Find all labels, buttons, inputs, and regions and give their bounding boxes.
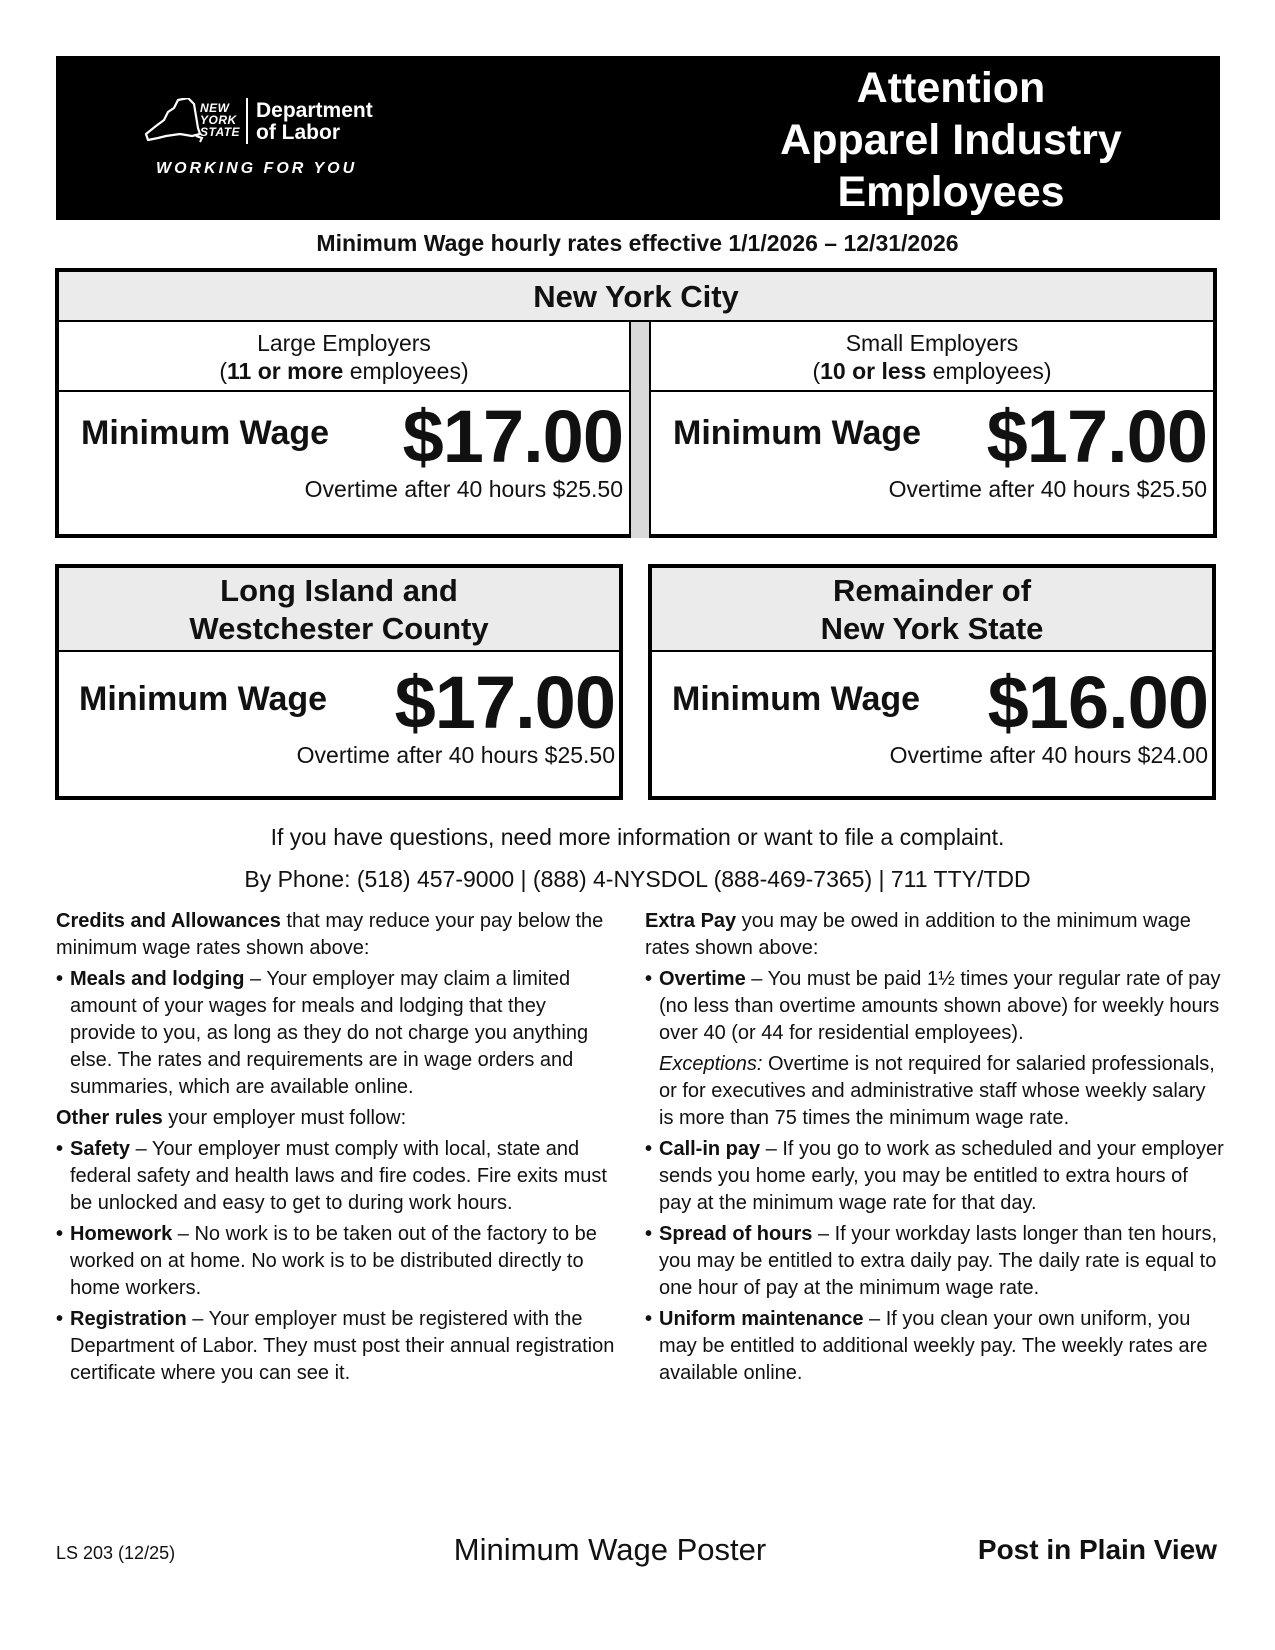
footer-title: Minimum Wage Poster bbox=[453, 1532, 767, 1567]
header-banner bbox=[56, 56, 1220, 220]
region-heading: Remainder of New York State bbox=[652, 568, 1212, 652]
list-item: • Overtime – You must be paid 1½ times your regular rate of pay (no less than overtime amounts shown above) for weekly hours over 40 (or 44 for residential employees). bbox=[645, 966, 1225, 1047]
overtime-exceptions: Exceptions: Overtime is not required for salaried professionals, or for executives and administrative staff whose weekly salary is more than 75 times the minimum wage rate. bbox=[659, 1053, 1215, 1129]
credits-heading: Credits and Allowances that may reduce your pay below the minimum wage rates shown above: bbox=[56, 910, 604, 959]
wage-row bbox=[651, 392, 1213, 478]
wage-row bbox=[59, 658, 619, 744]
wage-amount: $16.00 bbox=[987, 661, 1208, 744]
contact-question: If you have questions, need more information or want to file a complaint. bbox=[270, 824, 1005, 850]
logo-tagline: WORKING FOR YOU bbox=[156, 160, 358, 177]
post-instruction: Post in Plain View bbox=[977, 1534, 1217, 1565]
left-info-column bbox=[56, 908, 616, 1391]
list-item: • Homework – No work is to be taken out of the factory to be worked on at home. No work is to be distributed directly to home workers. bbox=[56, 1221, 616, 1302]
wage-row bbox=[652, 658, 1212, 744]
other-rules-list bbox=[56, 1136, 616, 1387]
wage-amount: $17.00 bbox=[986, 395, 1207, 478]
overtime-rate: Overtime after 40 hours $25.50 bbox=[888, 476, 1207, 502]
list-item: • Registration – Your employer must be registered with the Department of Labor. They must post their annual registration certificate where you can see it. bbox=[56, 1306, 616, 1387]
nyc-wage-box bbox=[55, 268, 1217, 538]
list-item: • Spread of hours – If your workday lasts longer than ten hours, you may be entitled to extra daily pay. The daily rate is equal to one hour of pay at the minimum wage rate. bbox=[645, 1221, 1225, 1302]
wage-label: Minimum Wage bbox=[672, 680, 921, 718]
nys-state-outline-icon bbox=[144, 98, 204, 144]
long-island-wage-box bbox=[55, 564, 623, 800]
list-item: • Meals and lodging – Your employer may claim a limited amount of your wages for meals and lodging that they provide to you, as long as they do not charge you anything else. The rates and requirements are in wage orders and summaries, which are available online. bbox=[56, 966, 616, 1101]
column-divider bbox=[629, 322, 651, 538]
wage-row bbox=[59, 392, 629, 478]
wage-label: Minimum Wage bbox=[673, 414, 922, 452]
nys-dol-logo bbox=[144, 98, 394, 188]
employer-type: Small Employers (10 or less employees) bbox=[651, 322, 1213, 392]
poster-title: Attention Apparel Industry Employees bbox=[780, 64, 1122, 216]
other-rules-heading: Other rules your employer must follow: bbox=[56, 1107, 407, 1129]
effective-dates: Minimum Wage hourly rates effective 1/1/2026 – 12/31/2026 bbox=[316, 230, 959, 256]
logo-divider bbox=[246, 98, 248, 144]
remainder-nys-wage-box bbox=[648, 564, 1216, 800]
nyc-small-employers bbox=[651, 322, 1213, 538]
extra-pay-heading: Extra Pay you may be owed in addition to the minimum wage rates shown above: bbox=[645, 910, 1191, 959]
extra-pay-list-more bbox=[645, 1136, 1225, 1387]
list-item: • Safety – Your employer must comply with local, state and federal safety and health laws and fire codes. Fire exits must be unlocked and easy to get to during work hours. bbox=[56, 1136, 616, 1217]
overtime-rate: Overtime after 40 hours $25.50 bbox=[296, 742, 615, 768]
wage-label: Minimum Wage bbox=[81, 414, 330, 452]
list-item: • Call-in pay – If you go to work as scheduled and your employer sends you home early, you may be entitled to extra hours of pay at the minimum wage rate for that day. bbox=[645, 1136, 1225, 1217]
credits-list bbox=[56, 966, 616, 1101]
employer-type: Large Employers (11 or more employees) bbox=[59, 322, 629, 392]
wage-amount: $17.00 bbox=[402, 395, 623, 478]
wage-amount: $17.00 bbox=[394, 661, 615, 744]
list-item: • Uniform maintenance – If you clean your own uniform, you may be entitled to additional weekly pay. The weekly rates are available online. bbox=[645, 1306, 1225, 1387]
overtime-rate: Overtime after 40 hours $24.00 bbox=[889, 742, 1208, 768]
nyc-heading: New York City bbox=[59, 272, 1213, 322]
logo-ny-wordmark: NEW YORK STATE bbox=[200, 101, 241, 139]
extra-pay-list bbox=[645, 966, 1225, 1047]
overtime-rate: Overtime after 40 hours $25.50 bbox=[304, 476, 623, 502]
wage-label: Minimum Wage bbox=[79, 680, 328, 718]
right-info-column bbox=[645, 908, 1225, 1391]
nyc-large-employers bbox=[59, 322, 629, 538]
logo-department-name: Department of Labor bbox=[256, 99, 373, 144]
region-heading: Long Island and Westchester County bbox=[59, 568, 619, 652]
form-code: LS 203 (12/25) bbox=[56, 1543, 176, 1563]
contact-phone: By Phone: (518) 457-9000 | (888) 4-NYSDOL (888-469-7365) | 711 TTY/TDD bbox=[244, 866, 1031, 892]
